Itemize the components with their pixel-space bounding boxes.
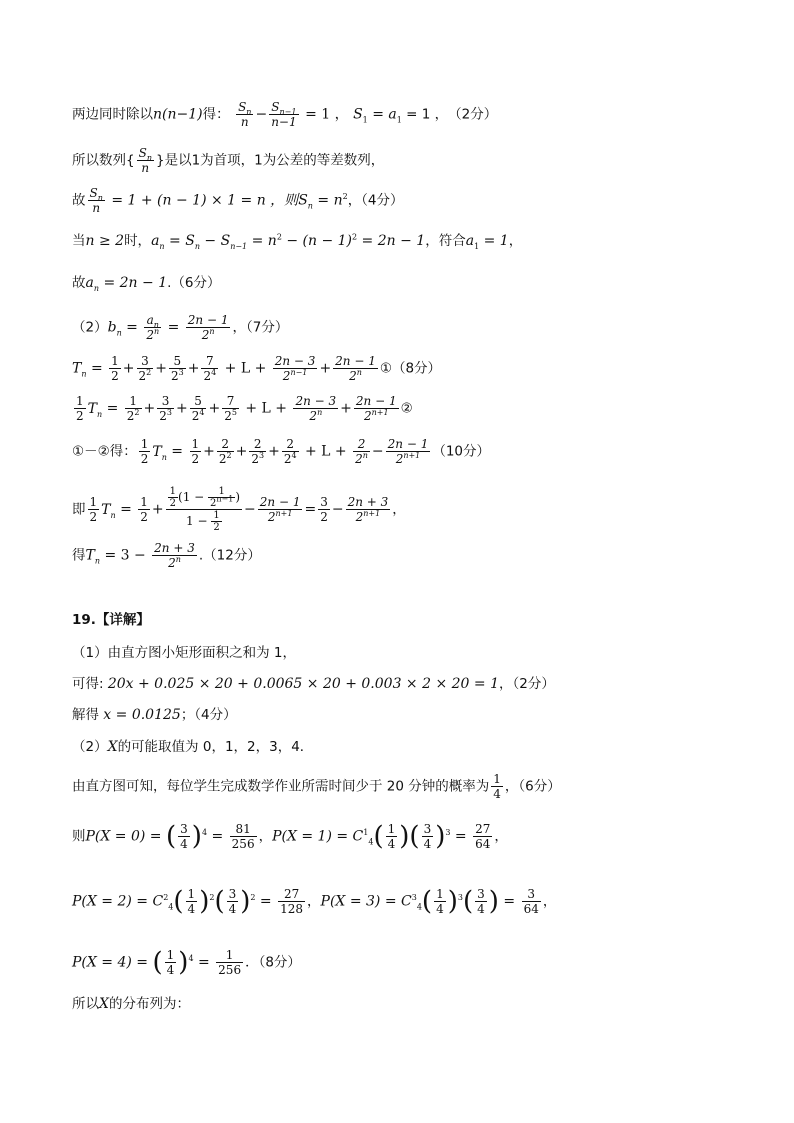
fraction: $\frac{a_n}{2^n}$ bbox=[146, 313, 160, 342]
solution-line-4 bbox=[72, 232, 522, 250]
text: 19.【详解】 bbox=[72, 612, 150, 628]
math: 1 bbox=[362, 115, 368, 125]
math: = S bbox=[164, 233, 195, 249]
text: ， bbox=[508, 233, 523, 249]
text: }是以1为首项，1为公差的等差数列， bbox=[155, 152, 385, 169]
math: = bbox=[121, 319, 143, 336]
math: 1 bbox=[396, 115, 402, 125]
text: ， bbox=[307, 893, 321, 910]
text: 所以数列{ bbox=[72, 152, 135, 169]
solution-line-1: 两边同时除以n(n−1)得： $\frac{S_n}{n}$ − $\frac{S_{n-1}}{n-1}$ = 1 ， $S_1 = a_1 = 1$ ， （2分） bbox=[72, 100, 498, 129]
text: （10分） bbox=[432, 443, 491, 460]
fraction: $\frac{S_{n-1}}{n-1}$ bbox=[271, 100, 297, 129]
math: T bbox=[72, 360, 82, 377]
math: − S bbox=[199, 233, 231, 249]
text: ，（7分） bbox=[232, 319, 289, 336]
math: P(X = 3) = C bbox=[320, 893, 412, 910]
q19-line-8: P(X = 4) = ( $\frac{1}{4}$ )$^4$ = $\frac{1}{256}$ ．（8分） bbox=[72, 947, 301, 978]
solution-line-9: ①－②得： $\frac{1}{2}$ $T_n$ = $\frac{1}{2}$ + $\frac{2}{2^2}$ + $\frac{2}{2^3}$ + $\frac{2}{2^4}$ + L + $\frac{2}{2^n}$ − $\frac{2n - 1}{2^{n+1}}$ （10分） bbox=[72, 437, 491, 466]
math: b bbox=[107, 319, 117, 336]
math: P(X = 4) = bbox=[72, 954, 153, 971]
math: = n bbox=[312, 192, 343, 209]
math: n bbox=[94, 556, 100, 566]
text: （2） bbox=[72, 739, 108, 755]
text: 的分布列为： bbox=[108, 996, 190, 1012]
text: ， bbox=[392, 501, 406, 518]
solution-line-5 bbox=[72, 274, 221, 292]
math: S bbox=[298, 192, 308, 209]
text: ， bbox=[494, 828, 508, 845]
text: ， bbox=[258, 828, 273, 845]
math: − (n − 1) bbox=[281, 233, 353, 249]
q19-line-5: 由直方图可知，每位学生完成数学作业所需时间少于 20 分钟的概率为 $\frac{1}{4}$ ，（6分） bbox=[72, 772, 561, 801]
math: = 1 bbox=[479, 233, 509, 249]
text: 故 bbox=[72, 275, 86, 291]
math: n bbox=[159, 241, 165, 251]
math: + L + bbox=[220, 360, 271, 377]
math: = 1 ， bbox=[305, 106, 349, 123]
math: n bbox=[307, 201, 313, 211]
text: ；（4分） bbox=[180, 707, 237, 723]
math: 2 bbox=[342, 191, 348, 201]
math: 2 bbox=[352, 232, 358, 242]
text: 所以 bbox=[72, 996, 99, 1012]
solution-line-8: $\frac{1}{2}$ $T_n$ = $\frac{1}{2^2}$ + $\frac{3}{2^3}$ + $\frac{5}{2^4}$ + $\frac{7}{2^5}$ + L + $\frac{2n - 3}{2^n}$ + $\frac{2n - 1}{2^{n+1}}$ ② bbox=[76, 394, 413, 423]
math: = n bbox=[247, 233, 277, 249]
math: 1 bbox=[474, 241, 480, 251]
math: S bbox=[353, 106, 363, 123]
text: ①（8分） bbox=[379, 360, 442, 377]
q19-line-1 bbox=[72, 644, 296, 662]
q19-line-9 bbox=[72, 995, 190, 1013]
math: = 2n − 1 bbox=[99, 275, 168, 291]
math: n−1 bbox=[230, 241, 248, 251]
solution-line-3 bbox=[72, 186, 404, 215]
math: + L + bbox=[300, 443, 352, 460]
q19-line-6: 则P(X = 0) = ( $\frac{3}{4}$ )$^4$ = $\frac{81}{256}$ ，$P(X = 1) = C^1_4$( $\frac{1}{4}$ )( $\frac{3}{4}$ )$^3$ = $\frac{27}{64}$ ， bbox=[72, 821, 508, 852]
math: T bbox=[85, 547, 95, 564]
text: 故 bbox=[72, 192, 86, 209]
solution-line-11: 得$T_n = 3$ − $\frac{2n + 3}{2^n}$ .（12分） bbox=[72, 541, 261, 570]
math: a bbox=[465, 233, 475, 249]
text: ② bbox=[400, 400, 413, 417]
math: 20x + 0.025 × 20 + 0.0065 × 20 + 0.003 × 2 × 20 = 1 bbox=[107, 676, 500, 692]
math: a bbox=[85, 275, 94, 291]
solution-line-7: $T_n$ = $\frac{1}{2}$ + $\frac{3}{2^2}$ + $\frac{5}{2^3}$ + $\frac{7}{2^4}$ + L + $\frac{2n - 3}{2^{n-1}}$ + $\frac{2n - 1}{2^n}$ ①（8分） bbox=[72, 354, 442, 383]
text: ，符合 bbox=[425, 233, 466, 249]
math: X bbox=[107, 739, 118, 755]
text: 则 bbox=[72, 828, 86, 845]
math: n(n−1) bbox=[153, 106, 203, 123]
solution-line-6 bbox=[72, 313, 288, 342]
math: = 3 − bbox=[100, 547, 151, 564]
question-19-heading bbox=[72, 611, 150, 629]
math: 2 bbox=[276, 232, 282, 242]
text: 得： bbox=[202, 106, 230, 123]
solution-line-2 bbox=[72, 146, 384, 175]
text: （1）由直方图小矩形面积之和为 1， bbox=[72, 645, 296, 661]
text: ， bbox=[542, 893, 557, 910]
q19-line-4 bbox=[72, 738, 313, 756]
text: 时， bbox=[124, 233, 152, 249]
text: ，（6分） bbox=[504, 778, 561, 795]
math: P(X = 1) = C bbox=[272, 828, 364, 845]
math: n bbox=[194, 241, 200, 251]
fraction: $\frac{2n - 1}{2^n}$ bbox=[187, 313, 229, 342]
math: + L + bbox=[240, 400, 292, 417]
text: 两边同时除以 bbox=[72, 106, 153, 123]
text: ．（8分） bbox=[245, 954, 301, 971]
fraction: $\frac{S_n}{n}$ bbox=[238, 100, 252, 129]
math: P(X = 0) = bbox=[85, 828, 166, 845]
math: n ≥ 2 bbox=[85, 233, 125, 249]
q19-line-3 bbox=[72, 706, 237, 724]
text: ，（4分） bbox=[347, 192, 404, 209]
text: 解得 bbox=[72, 707, 104, 723]
text: 得 bbox=[72, 547, 86, 564]
text: 的可能取值为 0，1，2，3，4． bbox=[117, 739, 314, 755]
text: 即 bbox=[72, 501, 86, 518]
math: n bbox=[116, 328, 122, 338]
text: 当 bbox=[72, 233, 86, 249]
text: 由直方图可知，每位学生完成数学作业所需时间少于 20 分钟的概率为 bbox=[72, 778, 490, 795]
math: = bbox=[163, 319, 184, 336]
math: = a bbox=[367, 106, 397, 123]
math: = bbox=[86, 360, 108, 377]
fraction: $\frac{S_n}{n}$ bbox=[89, 186, 103, 215]
text: .（6分） bbox=[167, 275, 221, 291]
math: X bbox=[99, 996, 109, 1012]
text: 可得: bbox=[72, 676, 108, 692]
math: = 1 + (n − 1) × 1 = n ，则 bbox=[106, 192, 299, 209]
math: P(X = 2) = C bbox=[72, 893, 164, 910]
text: ①－②得： bbox=[72, 443, 137, 460]
text: .（12分） bbox=[198, 547, 261, 564]
q19-line-7: $P(X = 2) = C^2_4$( $\frac{1}{4}$ )$^2$( $\frac{3}{4}$ )$^2$ = $\frac{27}{128}$ ，$P(X = 3) = C^3_4$( $\frac{1}{4}$ )$^3$( $\frac{3}{4}$ ) = $\frac{3}{64}$ ， bbox=[72, 886, 557, 917]
fraction: $\frac{S_n}{n}$ bbox=[138, 146, 152, 175]
text: = 1 ， （2分） bbox=[401, 106, 498, 123]
q19-line-2 bbox=[72, 675, 555, 693]
math: n bbox=[93, 283, 100, 293]
text: （2） bbox=[72, 319, 108, 336]
math: = 2n − 1 bbox=[357, 233, 426, 249]
text: ，（2分） bbox=[499, 676, 555, 692]
math: a bbox=[151, 233, 160, 249]
math: x = 0.0125 bbox=[103, 707, 181, 723]
math: n bbox=[81, 369, 87, 379]
solution-line-10: 即 $\frac{1}{2}$ $T_n$ = $\frac{1}{2}$ + $\frac{1}{2}$ (1 − $\frac{1}{2^{n-1}}$ ) 1 − $\frac{1}{2}$ − $\frac{2n - 1}{2^{n+1}}$ = $\frac{3}{2}$ − $\frac{2n + 3}{2^{n+1}}$ ， bbox=[72, 486, 406, 533]
